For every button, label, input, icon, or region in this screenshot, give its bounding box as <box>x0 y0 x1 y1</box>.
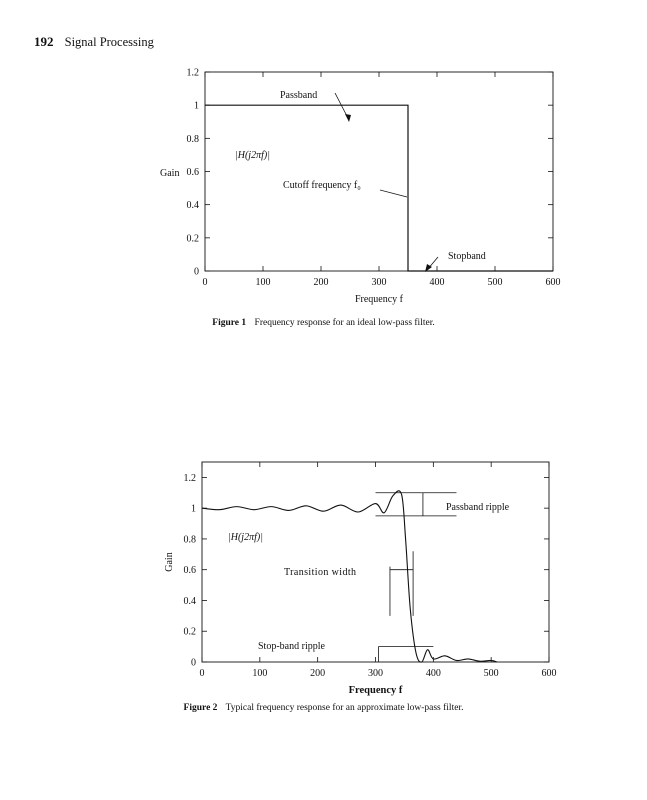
fig2-transition-width-label: Transition width <box>284 567 357 578</box>
figure-1-caption-text: Frequency response for an ideal low-pass filter. <box>254 318 435 328</box>
fig1-plot-frame <box>205 72 553 271</box>
fig1-passband-label: Passband <box>280 90 318 101</box>
figure-2-caption-text: Typical frequency response for an approximate low-pass filter. <box>225 703 464 713</box>
fig1-x-axis-label: Frequency f <box>354 294 404 305</box>
fig1-y-tick-label: 0.2 <box>186 233 199 245</box>
fig1-y-tick-label: 1.2 <box>186 67 199 79</box>
figure-1-caption-label: Figure 1 <box>212 318 247 328</box>
fig2-x-tick-label: 400 <box>425 668 441 679</box>
fig1-x-tick-label: 200 <box>313 277 329 288</box>
fig2-y-tick-label: 0.2 <box>183 626 196 638</box>
fig1-passband-arrowhead <box>345 114 351 122</box>
fig2-y-tick-label: 0.4 <box>183 595 196 607</box>
figure-1-caption <box>0 318 647 328</box>
fig2-x-tick-label: 300 <box>368 668 383 679</box>
fig1-series-line <box>205 105 553 271</box>
fig1-stopband-label: Stopband <box>448 251 486 262</box>
fig1-y-tick-label: 1 <box>194 100 199 112</box>
fig1-x-tick-label: 0 <box>202 277 208 288</box>
figure-2-chart <box>0 450 647 700</box>
fig1-y-tick-label: 0.6 <box>186 167 199 178</box>
fig1-y-axis-label: Gain <box>160 168 180 179</box>
fig2-x-axis-label: Frequency f <box>348 685 403 696</box>
fig2-y-axis-label: Gain <box>164 552 175 572</box>
fig2-x-tick-label: 600 <box>541 668 557 679</box>
fig2-x-tick-label: 0 <box>199 668 205 679</box>
fig1-transfer-label: |H(j2πf)| <box>235 150 270 161</box>
fig1-x-tick-label: 300 <box>371 277 387 288</box>
fig2-plot-frame <box>202 462 549 662</box>
fig2-passband-ripple-label: Passband ripple <box>446 502 510 513</box>
fig1-x-tick-label: 400 <box>429 277 445 288</box>
fig1-y-tick-label: 0 <box>194 266 199 278</box>
fig1-x-tick-label: 500 <box>487 277 503 288</box>
fig1-x-tick-label: 100 <box>255 277 271 288</box>
fig1-cutoff-label: Cutoff frequency f₀ <box>283 180 361 191</box>
running-title: Signal Processing <box>64 35 154 49</box>
fig1-y-tick-label: 0.8 <box>186 133 199 145</box>
fig2-y-tick-label: 1.2 <box>183 472 196 484</box>
fig1-x-tick-label: 600 <box>545 277 561 288</box>
fig2-y-tick-label: 0 <box>191 657 196 669</box>
figure-1-chart <box>0 0 647 320</box>
fig2-transfer-label: |H(j2πf)| <box>228 532 263 543</box>
fig2-y-tick-label: 0.8 <box>183 534 196 546</box>
fig2-annotation-markers <box>376 493 457 662</box>
fig2-y-tick-label: 1 <box>191 503 196 515</box>
fig2-stopband-ripple-label: Stop-band ripple <box>258 641 325 652</box>
fig2-x-tick-label: 200 <box>310 668 326 679</box>
fig1-cutoff-arrow <box>380 190 407 197</box>
fig2-y-tick-label: 0.6 <box>183 565 196 577</box>
fig2-x-tick-label: 500 <box>483 668 499 679</box>
figure-2-caption <box>0 703 647 713</box>
page-number: 192 <box>34 34 54 49</box>
fig1-y-tick-label: 0.4 <box>186 200 199 212</box>
fig2-x-tick-label: 100 <box>252 668 268 679</box>
figure-2-caption-label: Figure 2 <box>183 703 218 713</box>
